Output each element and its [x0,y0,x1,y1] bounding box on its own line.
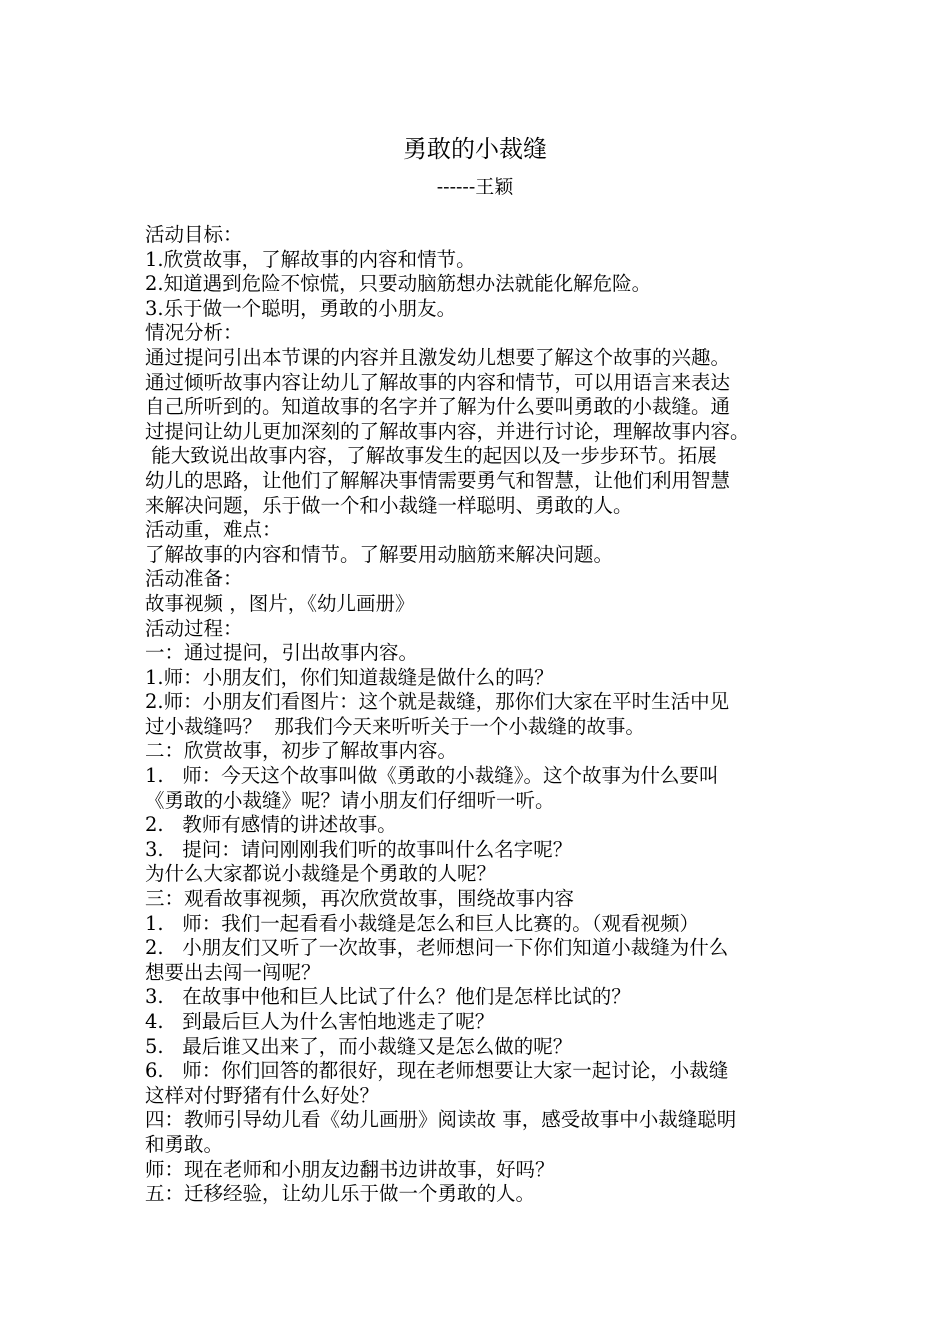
document-author: ------王颖 [436,176,514,198]
body-line: 2. 小朋友们又听了一次故事，老师想问一下你们知道小裁缝为什么 [145,936,729,960]
body-line: 5. 最后谁又出来了，而小裁缝又是怎么做的呢？ [145,1034,573,1058]
document-title: 勇敢的小裁缝 [403,135,547,163]
body-line: 能大致说出故事内容，了解故事发生的起因以及一步步环节。拓展 [145,444,717,468]
body-line: 1.师：小朋友们，你们知道裁缝是做什么的吗？ [145,665,554,689]
body-line: 通过倾听故事内容让幼儿了解故事的内容和情节，可以用语言来表达 [145,370,731,394]
body-line: 活动重，难点： [145,518,282,542]
body-line: 幼儿的思路，让他们了解解决事情需要勇气和智慧，让他们利用智慧 [145,468,731,492]
body-line: 这样对付野猪有什么好处？ [145,1083,380,1107]
body-line: 2.师：小朋友们看图片：这个就是裁缝，那你们大家在平时生活中见 [145,690,730,714]
document-body [145,223,820,1207]
body-line: 师：现在老师和小朋友边翻书边讲故事，好吗？ [145,1157,555,1181]
body-line: 活动目标： [145,223,243,246]
body-line: 活动过程： [145,616,243,640]
body-line: 1.欣赏故事，了解故事的内容和情节。 [145,247,476,271]
body-line: 四：教师引导幼儿看《幼儿画册》阅读故 事，感受故事中小裁缝聪明 [145,1108,737,1132]
body-line: 3.乐于做一个聪明，勇敢的小朋友。 [145,296,457,320]
body-line: 3. 在故事中他和巨人比试了什么？他们是怎样比试的？ [145,985,631,1009]
body-line: 了解故事的内容和情节。了解要用动脑筋来解决问题。 [145,542,614,566]
body-line: 和勇敢。 [145,1132,224,1156]
body-line: 3. 提问：请问刚刚我们听的故事叫什么名字呢？ [145,837,573,861]
body-line: 情况分析： [145,321,243,345]
body-line: 过小裁缝吗？ 那我们今天来听听关于一个小裁缝的故事。 [145,714,645,738]
body-line: 1. 师：我们一起看看小裁缝是怎么和巨人比赛的。（观看视频） [145,911,699,935]
body-line: 自己所听到的。知道故事的名字并了解为什么要叫勇敢的小裁缝。通 [145,395,731,419]
body-line: 故事视频 ，图片，《幼儿画册》 [145,591,415,615]
body-line: 活动准备： [145,567,243,591]
body-line: 为什么大家都说小裁缝是个勇敢的人呢？ [145,862,497,886]
body-line: 过提问让幼儿更加深刻的了解故事内容，并进行讨论，理解故事内容。 [145,419,750,443]
body-line: 2.知道遇到危险不惊慌，只要动脑筋想办法就能化解危险。 [145,272,652,296]
body-line: 2. 教师有感情的讲述故事。 [145,813,397,837]
body-line: 4. 到最后巨人为什么害怕地逃走了呢？ [145,1010,495,1033]
body-line: 二：欣赏故事，初步了解故事内容。 [145,739,458,763]
body-line: 6. 师：你们回答的都很好，现在老师想要让大家一起讨论，小裁缝 [145,1059,729,1083]
body-line: 五：迁移经验，让幼儿乐于做一个勇敢的人。 [145,1182,536,1206]
body-line: 《勇敢的小裁缝》呢？请小朋友们仔细听一听。 [145,788,555,812]
body-line: 三：观看故事视频，再次欣赏故事，围绕故事内容 [145,887,575,911]
body-line: 来解决问题，乐于做一个和小裁缝一样聪明、勇敢的人。 [145,493,633,517]
body-line: 想要出去闯一闯呢？ [145,960,321,984]
body-line: 一：通过提问，引出故事内容。 [145,641,419,665]
body-line: 通过提问引出本节课的内容并且激发幼儿想要了解这个故事的兴趣。 [145,345,731,369]
body-line: 1. 师：今天这个故事叫做《勇敢的小裁缝》。这个故事为什么要叫 [145,764,719,788]
